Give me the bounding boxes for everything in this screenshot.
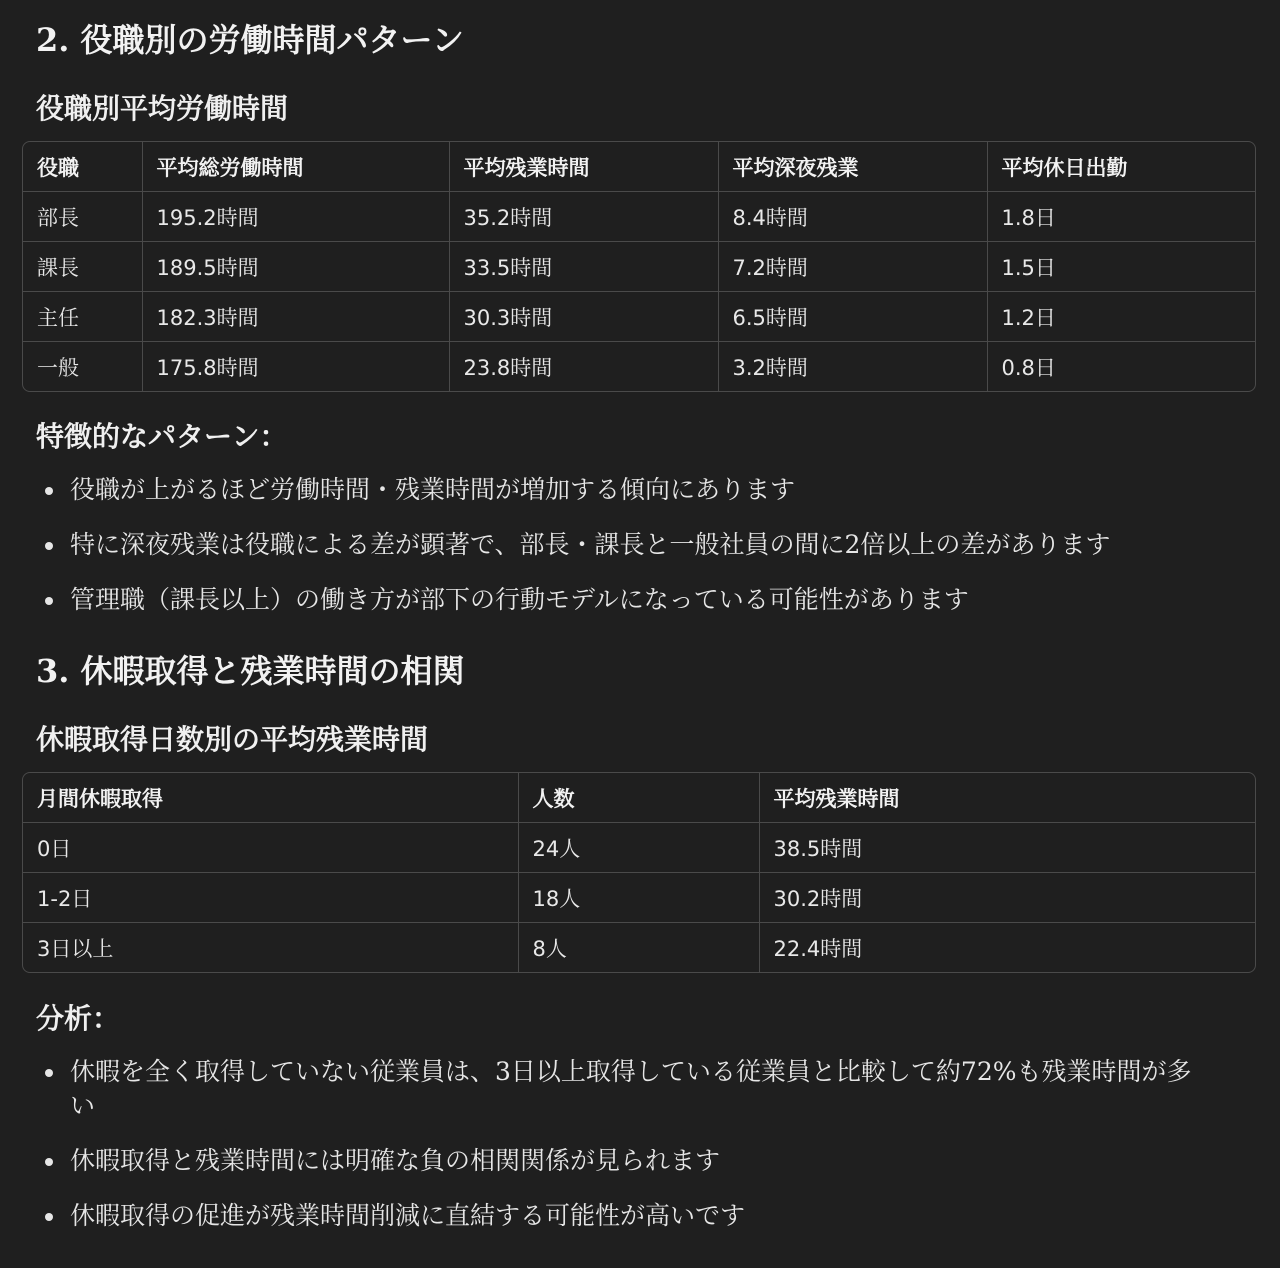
column-header: 平均残業時間 — [759, 773, 1255, 823]
column-header: 平均深夜残業 — [718, 142, 987, 192]
table-cell: 189.5時間 — [142, 242, 449, 292]
list-item: 休暇取得と残業時間には明確な負の相関関係が見られます — [36, 1144, 1216, 1178]
column-header: 人数 — [518, 773, 759, 823]
table-header-row — [23, 773, 1255, 823]
table-cell: 主任 — [23, 292, 142, 342]
table-cell: 1-2日 — [23, 873, 518, 923]
column-header: 役職 — [23, 142, 142, 192]
table-row — [23, 242, 1255, 292]
list-item: 管理職（課長以上）の働き方が部下の行動モデルになっている可能性があります — [36, 583, 1216, 617]
leave-overtime-table — [22, 772, 1256, 973]
table-cell: 課長 — [23, 242, 142, 292]
table-cell: 18人 — [518, 873, 759, 923]
position-hours-table — [22, 141, 1256, 392]
section-3-heading: 3. 休暇取得と残業時間の相関 — [36, 652, 465, 690]
table-cell: 7.2時間 — [718, 242, 987, 292]
table-cell: 一般 — [23, 342, 142, 392]
table-row — [23, 823, 1255, 873]
table-cell: 1.8日 — [987, 192, 1255, 242]
table-cell: 0日 — [23, 823, 518, 873]
table-row — [23, 342, 1255, 392]
analysis-title: 分析： — [36, 1002, 121, 1035]
position-table-title: 役職別平均労働時間 — [36, 92, 289, 125]
list-item: 役職が上がるほど労働時間・残業時間が増加する傾向にあります — [36, 473, 1216, 507]
table-cell: 8人 — [518, 923, 759, 973]
table-cell: 1.2日 — [987, 292, 1255, 342]
table-cell: 23.8時間 — [449, 342, 718, 392]
table-cell: 8.4時間 — [718, 192, 987, 242]
table-cell: 30.3時間 — [449, 292, 718, 342]
table-cell: 35.2時間 — [449, 192, 718, 242]
table-cell: 30.2時間 — [759, 873, 1255, 923]
table-header-row — [23, 142, 1255, 192]
table-cell: 38.5時間 — [759, 823, 1255, 873]
features-title: 特徴的なパターン： — [36, 420, 288, 453]
table-cell: 33.5時間 — [449, 242, 718, 292]
table-cell: 195.2時間 — [142, 192, 449, 242]
table-cell: 部長 — [23, 192, 142, 242]
analysis-list — [36, 1055, 1216, 1254]
column-header: 平均残業時間 — [449, 142, 718, 192]
table-row — [23, 292, 1255, 342]
section-2-heading: 2. 役職別の労働時間パターン — [36, 21, 464, 59]
table-cell: 3.2時間 — [718, 342, 987, 392]
list-item: 休暇を全く取得していない従業員は、3日以上取得している従業員と比較して約72%も残業時間が多い — [36, 1055, 1216, 1123]
column-header: 平均総労働時間 — [142, 142, 449, 192]
table-row — [23, 192, 1255, 242]
column-header: 平均休日出勤 — [987, 142, 1255, 192]
table-cell: 24人 — [518, 823, 759, 873]
table-cell: 182.3時間 — [142, 292, 449, 342]
table-cell: 22.4時間 — [773, 936, 863, 961]
leave-table-title: 休暇取得日数別の平均残業時間 — [36, 723, 429, 756]
table-cell: 1.5日 — [987, 242, 1255, 292]
table-cell: 6.5時間 — [718, 292, 987, 342]
table-row — [23, 923, 1255, 973]
table-row — [23, 873, 1255, 923]
list-item: 休暇取得の促進が残業時間削減に直結する可能性が高いです — [36, 1199, 1216, 1233]
table-cell: 175.8時間 — [142, 342, 449, 392]
table-cell: 3日以上 — [23, 923, 518, 973]
list-item: 特に深夜残業は役職による差が顕著で、部長・課長と一般社員の間に2倍以上の差があります — [36, 528, 1216, 562]
features-list — [36, 473, 1216, 638]
table-cell: 0.8日 — [1001, 355, 1056, 380]
column-header: 月間休暇取得 — [23, 773, 518, 823]
